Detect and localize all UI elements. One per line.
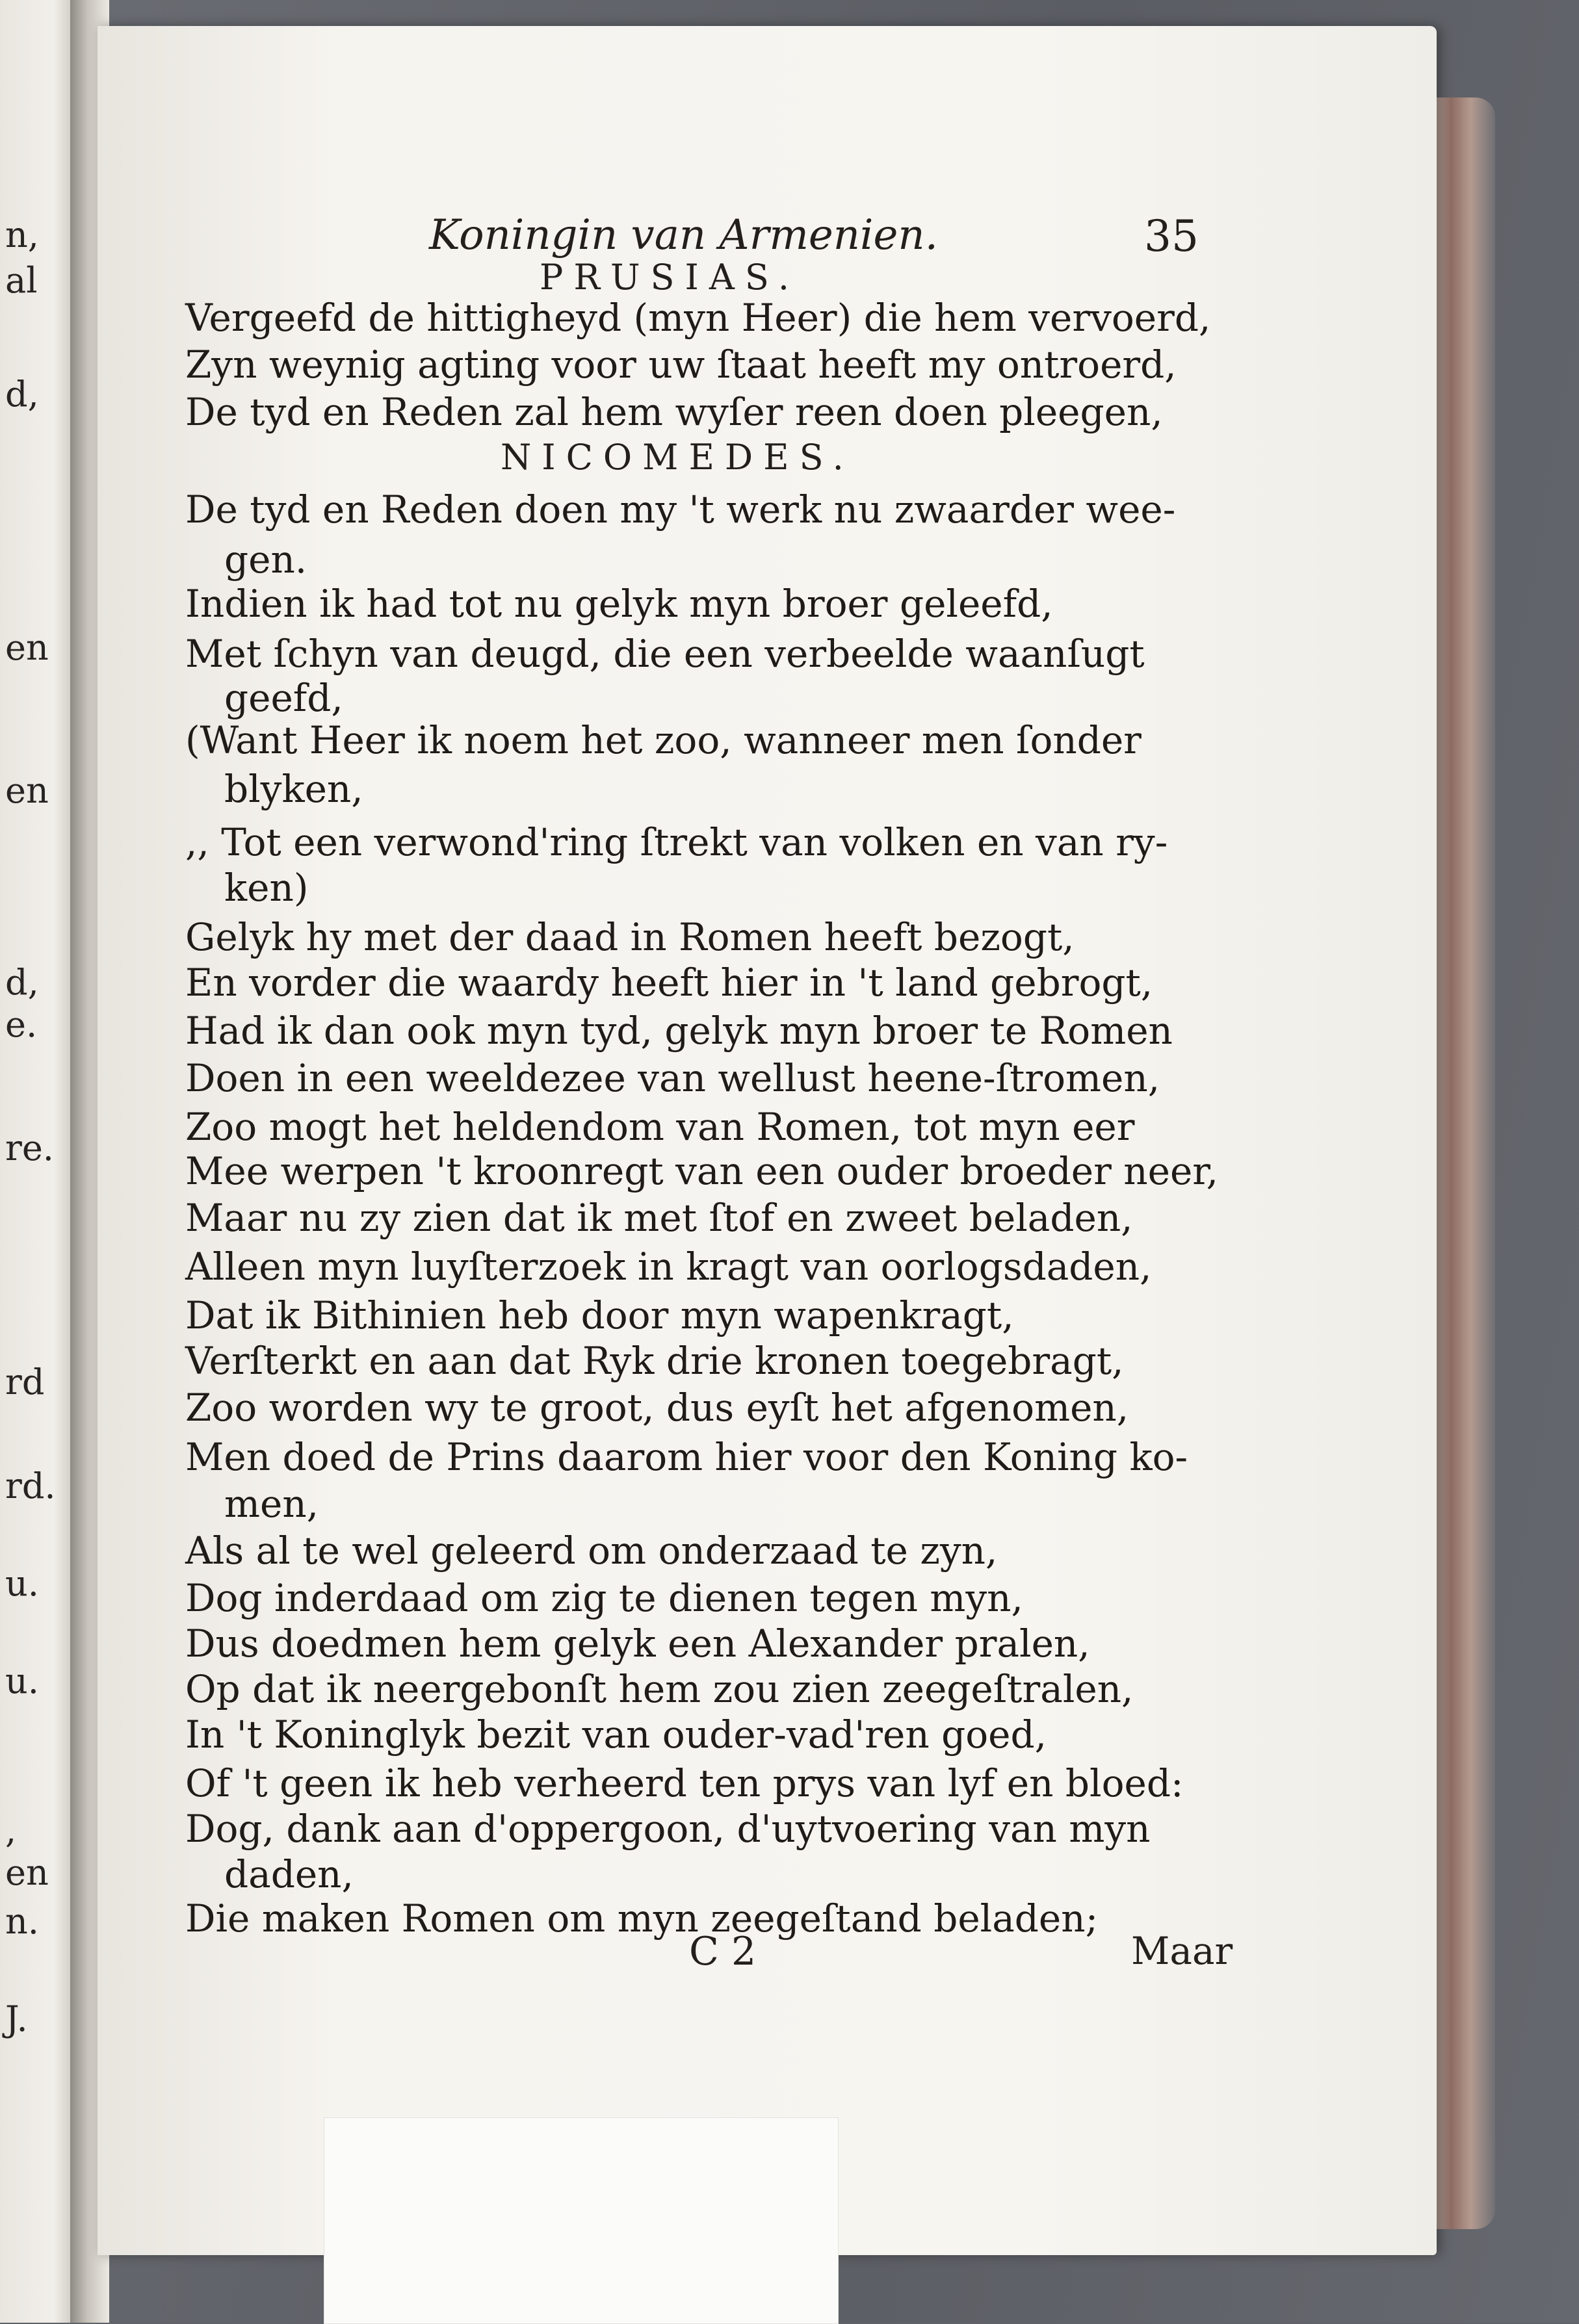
left-page-fragment: re. bbox=[5, 1128, 54, 1168]
verse-line: ,, Tot een verwond'ring ſtrekt van volken en van ry- bbox=[185, 820, 1168, 864]
verse-line: Dus doedmen hem gelyk een Alexander pralen, bbox=[185, 1621, 1090, 1666]
left-page-fragment: rd bbox=[5, 1362, 45, 1402]
catchword: Maar bbox=[1131, 1929, 1233, 1973]
verse-line: blyken, bbox=[224, 767, 363, 811]
verse-line: Op dat ik neergebonſt hem zou zien zeegeſtralen, bbox=[185, 1667, 1134, 1711]
verse-line: geefd, bbox=[224, 676, 343, 720]
left-page-fragment: en bbox=[5, 1852, 49, 1893]
verse-line: Zyn weynig agting voor uw ſtaat heeft my ontroerd, bbox=[185, 342, 1177, 387]
left-page-fragment: , bbox=[5, 1810, 17, 1851]
verse-line: (Want Heer ik noem het zoo, wanneer men ſonder bbox=[185, 718, 1142, 762]
verse-line: daden, bbox=[224, 1852, 354, 1896]
left-page-fragment: u. bbox=[5, 1563, 39, 1604]
verse-line: En vorder die waardy heeft hier in 't land gebrogt, bbox=[185, 961, 1153, 1005]
left-page-fragment: en bbox=[5, 770, 49, 811]
verse-line: Verſterkt en aan dat Ryk drie kronen toegebragt, bbox=[185, 1339, 1124, 1383]
verse-line: In 't Koninglyk bezit van ouder-vad'ren goed, bbox=[185, 1712, 1047, 1757]
verse-line: Dog, dank aan d'oppergoon, d'uytvoering van myn bbox=[185, 1807, 1151, 1851]
speaker-name: PRUSIAS. bbox=[540, 257, 800, 298]
verse-line: gen. bbox=[224, 537, 307, 582]
left-page-fragment: en bbox=[5, 627, 49, 668]
verse-line: Of 't geen ik heb verheerd ten prys van lyf en bloed: bbox=[185, 1761, 1184, 1805]
verse-line: De tyd en Reden doen my 't werk nu zwaarder wee- bbox=[185, 487, 1176, 532]
left-page-fragment: d, bbox=[5, 374, 39, 415]
verse-line: Zoo mogt het heldendom van Romen, tot myn eer bbox=[185, 1105, 1135, 1149]
verse-line: Dat ik Bithinien heb door myn wapenkragt, bbox=[185, 1293, 1014, 1337]
verse-line: Die maken Romen om myn zeegeſtand beladen; bbox=[185, 1896, 1099, 1941]
verse-line: Mee werpen 't kroonregt van een ouder broeder neer, bbox=[185, 1149, 1219, 1193]
left-page-fragment: J. bbox=[5, 1998, 28, 2039]
verse-line: ken) bbox=[224, 866, 309, 910]
library-label bbox=[324, 2117, 839, 2324]
left-page-fragment: e. bbox=[5, 1004, 38, 1045]
verse-line: De tyd en Reden zal hem wyſer reen doen pleegen, bbox=[185, 390, 1163, 434]
page-number: 35 bbox=[1144, 211, 1199, 261]
previous-page bbox=[0, 0, 77, 2323]
verse-line: Dog inderdaad om zig te dienen tegen myn, bbox=[185, 1576, 1023, 1620]
verse-line: Als al te wel geleerd om onderzaad te zyn, bbox=[185, 1529, 998, 1573]
verse-line: Indien ik had tot nu gelyk myn broer geleefd, bbox=[185, 582, 1053, 626]
left-page-fragment: d, bbox=[5, 962, 39, 1003]
left-page-fragment: n, bbox=[5, 214, 39, 255]
speaker-name: NICOMEDES. bbox=[501, 437, 854, 478]
verse-line: Met ſchyn van deugd, die een verbeelde waanſugt bbox=[185, 632, 1145, 676]
verse-line: Maar nu zy zien dat ik met ſtof en zweet beladen, bbox=[185, 1196, 1133, 1240]
left-page-fragment: u. bbox=[5, 1660, 39, 1701]
verse-line: Zoo worden wy te groot, dus eyſt het afgenomen, bbox=[185, 1386, 1129, 1430]
left-page-fragment: n. bbox=[5, 1901, 39, 1942]
left-page-fragment: al bbox=[5, 260, 38, 301]
verse-line: Gelyk hy met der daad in Romen heeft bezogt, bbox=[185, 915, 1075, 959]
verse-line: Vergeefd de hittigheyd (myn Heer) die hem vervoerd, bbox=[185, 296, 1211, 340]
verse-line: Doen in een weeldezee van wellust heene-ſtromen, bbox=[185, 1056, 1160, 1100]
verse-line: Alleen myn luyſterzoek in kragt van oorlogsdaden, bbox=[185, 1245, 1152, 1289]
verse-line: men, bbox=[224, 1482, 319, 1526]
verse-line: Men doed de Prins daarom hier voor den Koning ko- bbox=[185, 1435, 1188, 1479]
left-page-fragment: rd. bbox=[5, 1465, 56, 1506]
verse-line: Had ik dan ook myn tyd, gelyk myn broer te Romen bbox=[185, 1009, 1173, 1053]
running-header: Koningin van Armenien. bbox=[429, 211, 938, 259]
signature-mark: C 2 bbox=[689, 1929, 757, 1974]
